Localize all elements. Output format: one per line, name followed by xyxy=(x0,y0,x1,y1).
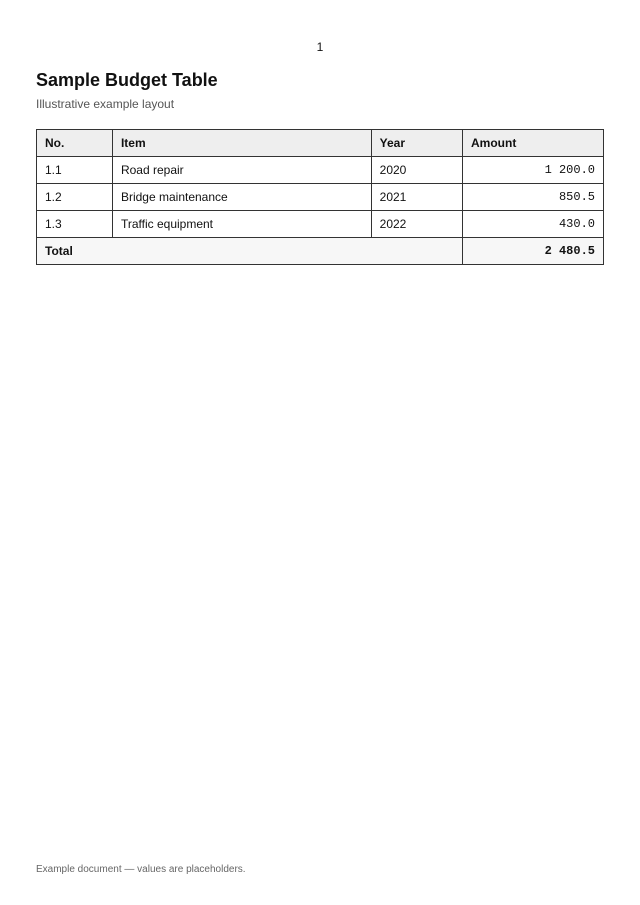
column-header-no: No. xyxy=(37,130,113,157)
column-header-year: Year xyxy=(371,130,462,157)
row-amount: 1 200.0 xyxy=(463,157,604,184)
row-amount: 430.0 xyxy=(463,211,604,238)
row-year: 2022 xyxy=(371,211,462,238)
row-item: Road repair xyxy=(112,157,371,184)
page-title: Sample Budget Table xyxy=(36,70,218,90)
row-item: Bridge maintenance xyxy=(112,184,371,211)
total-label: Total xyxy=(37,238,463,265)
row-number: 1.2 xyxy=(37,184,113,211)
column-header-item: Item xyxy=(112,130,371,157)
page-subtitle: Illustrative example layout xyxy=(36,97,175,111)
table-row xyxy=(37,184,604,211)
table-row xyxy=(37,211,604,238)
column-header-amount: Amount xyxy=(463,130,604,157)
page-number: 1 xyxy=(316,40,324,54)
row-amount: 850.5 xyxy=(463,184,604,211)
row-number: 1.1 xyxy=(37,157,113,184)
total-amount: 2 480.5 xyxy=(463,238,604,265)
table-header-row xyxy=(37,130,604,157)
table-row xyxy=(37,157,604,184)
row-year: 2021 xyxy=(371,184,462,211)
total-row xyxy=(37,238,604,265)
footnote: Example document — values are placeholders. xyxy=(36,864,246,875)
row-year: 2020 xyxy=(371,157,462,184)
budget-table xyxy=(36,129,604,265)
row-item: Traffic equipment xyxy=(112,211,371,238)
row-number: 1.3 xyxy=(37,211,113,238)
